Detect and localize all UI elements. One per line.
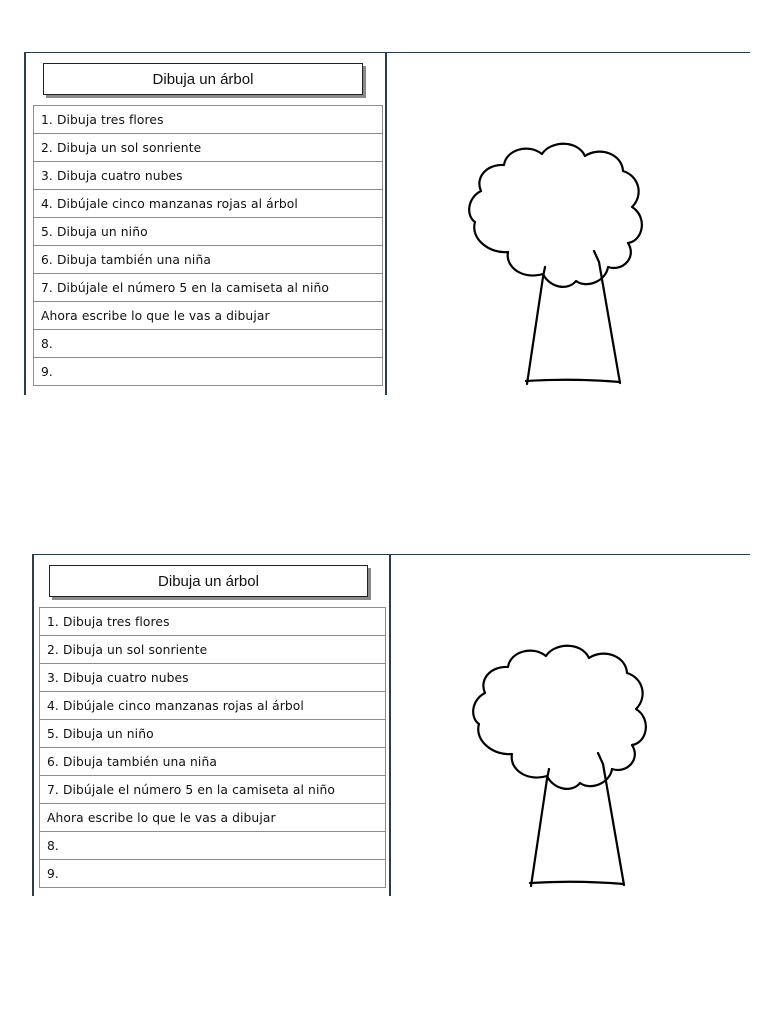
left-border-line (32, 554, 34, 896)
task-row-3: 3. Dibuja cuatro nubes (34, 162, 382, 190)
task-row-4: 4. Dibújale cinco manzanas rojas al árbol (34, 190, 382, 218)
task-row-2: 2. Dibuja un sol sonriente (34, 134, 382, 162)
task-row-9[interactable]: 9. (34, 358, 382, 386)
left-border-line (24, 52, 26, 395)
divider-line (389, 554, 391, 896)
task-row-2: 2. Dibuja un sol sonriente (40, 636, 385, 664)
tree-outline-icon (462, 140, 647, 385)
tree-outline-icon (466, 642, 651, 887)
worksheet-title: Dibuja un árbol (43, 63, 363, 95)
task-row-7: 7. Dibújale el número 5 en la camiseta al niño (34, 274, 382, 302)
task-row-instruction: Ahora escribe lo que le vas a dibujar (40, 804, 385, 832)
task-row-5: 5. Dibuja un niño (34, 218, 382, 246)
task-table (39, 607, 386, 888)
task-row-4: 4. Dibújale cinco manzanas rojas al árbol (40, 692, 385, 720)
worksheet-2 (0, 554, 768, 899)
worksheet-1 (0, 52, 768, 397)
task-row-6: 6. Dibuja también una niña (34, 246, 382, 274)
divider-line (385, 52, 387, 395)
task-row-7: 7. Dibújale el número 5 en la camiseta al niño (40, 776, 385, 804)
task-row-8[interactable]: 8. (34, 330, 382, 358)
task-row-6: 6. Dibuja también una niña (40, 748, 385, 776)
task-table (33, 105, 383, 386)
task-row-1: 1. Dibuja tres flores (34, 106, 382, 134)
task-row-3: 3. Dibuja cuatro nubes (40, 664, 385, 692)
worksheet-title: Dibuja un árbol (49, 565, 368, 597)
task-row-8[interactable]: 8. (40, 832, 385, 860)
task-row-9[interactable]: 9. (40, 860, 385, 888)
task-row-instruction: Ahora escribe lo que le vas a dibujar (34, 302, 382, 330)
top-border-line (24, 52, 750, 53)
task-row-1: 1. Dibuja tres flores (40, 608, 385, 636)
top-border-line (32, 554, 750, 555)
task-row-5: 5. Dibuja un niño (40, 720, 385, 748)
